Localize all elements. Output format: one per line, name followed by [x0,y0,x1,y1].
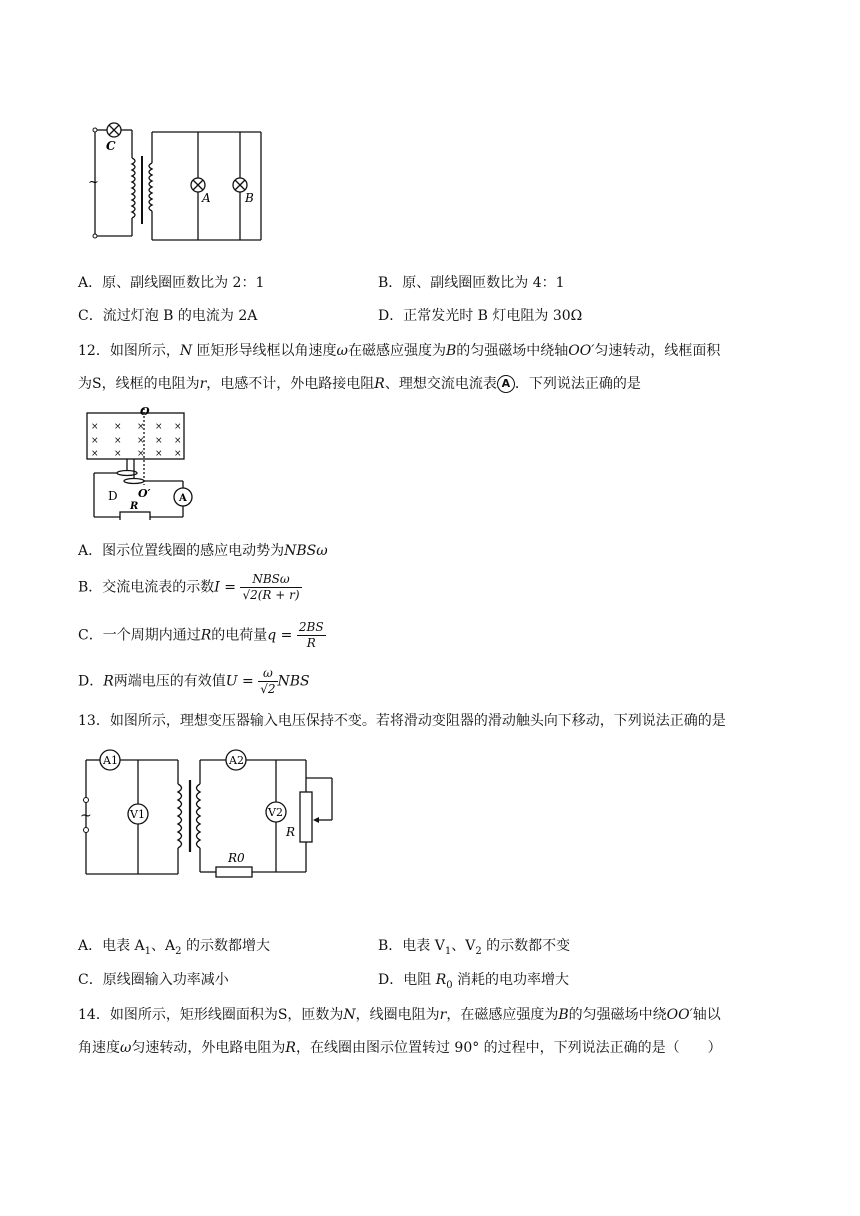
q12-label-d: D [108,489,118,503]
svg-text:×: × [114,449,122,459]
svg-text:×: × [114,436,122,446]
ammeter-symbol: A [497,375,515,393]
q11-option-d: D．正常发光时 B 灯电阻为 30Ω [378,308,583,324]
q12-stem-line1: 12．如图所示，N 匝矩形导线框以角速度ω在磁感应强度为B的匀强磁场中绕轴OO′匀速转动，线框面积 [78,343,721,359]
svg-text:×: × [174,449,182,459]
q11-option-c: C．流过灯泡 B 的电流为 2A [78,308,258,324]
svg-text:×: × [137,436,145,446]
q14-stem-line2: 角速度ω匀速转动，外电路电阻为R，在线圈由图示位置转过 90° 的过程中，下列说法正确的是（ ） [78,1040,722,1056]
q13-transformer-circuit-diagram [78,744,340,880]
q13-ac-source-symbol: ~ [80,808,92,824]
q12-rotating-coil-diagram [82,405,197,520]
q12-option-d: D．R两端电压的有效值U = $\frac{\omega}{√2}$ NBS [78,666,310,696]
q13-label-a2: A2 [229,754,244,767]
q13-option-a: A．电表 $A_1$、$A_2$ 的示数都增大 [78,938,270,957]
svg-text:×: × [114,422,122,432]
q13-label-r0: R0 [228,851,245,865]
q11-ac-source-symbol: ~ [88,175,99,190]
q12-option-b: B．交流电流表的示数I = $\frac{\text{NBSω}}{√2(R + r)}$ [78,572,300,602]
svg-text:×: × [137,449,145,459]
svg-text:×: × [155,436,163,446]
svg-text:×: × [91,436,99,446]
q11-label-c: C [106,139,116,153]
q13-option-d: D．电阻 $R_0$ 消耗的电功率增大 [378,972,570,991]
q13-stem: 13．如图所示，理想变压器输入电压保持不变。若将滑动变阻器的滑动触头向下移动，下列说法正确的是 [78,713,726,729]
q12-option-c: C．一个周期内通过R的电荷量q = $\frac{2BS}{R}$ [78,620,324,650]
svg-text:×: × [174,436,182,446]
q13-label-v2: V2 [268,806,283,819]
q11-option-b: B．原、副线圈匝数比为 4：1 [378,275,565,291]
q12-label-r: R [130,501,139,512]
q13-label-a1: A1 [103,754,118,767]
svg-text:×: × [155,449,163,459]
q13-option-c: C．原线圈输入功率减小 [78,972,229,988]
svg-text:×: × [174,422,182,432]
q13-label-v1: V1 [130,808,145,821]
q12-label-o-top: O [140,405,150,418]
q13-label-r: R [286,825,296,839]
q12-ammeter-label: A [179,493,187,504]
q11-label-b: B [245,191,254,205]
svg-text:×: × [91,449,99,459]
q12-label-o-bottom: O′ [138,487,151,500]
q13-option-b: B．电表 $V_1$、$V_2$ 的示数都不变 [378,938,571,957]
q11-label-a: A [202,191,211,205]
q12-option-a: A．图示位置线圈的感应电动势为NBSω [78,543,328,559]
svg-text:×: × [91,422,99,432]
svg-text:×: × [155,422,163,432]
q11-option-a: A．原、副线圈匝数比为 2：1 [78,275,265,291]
q11-circuit-diagram [80,118,270,248]
q14-stem-line1: 14．如图所示，矩形线圈面积为S，匝数为N，线圈电阻为r，在磁感应强度为B的匀强磁场中绕OO′轴以 [78,1007,721,1023]
svg-text:×: × [137,422,145,432]
q12-stem-line2: 为S，线框的电阻为r，电感不计，外电路接电阻R、理想交流电流表 A ．下列说法正确的是 [78,376,641,392]
magnetic-field-crosses [91,422,182,459]
